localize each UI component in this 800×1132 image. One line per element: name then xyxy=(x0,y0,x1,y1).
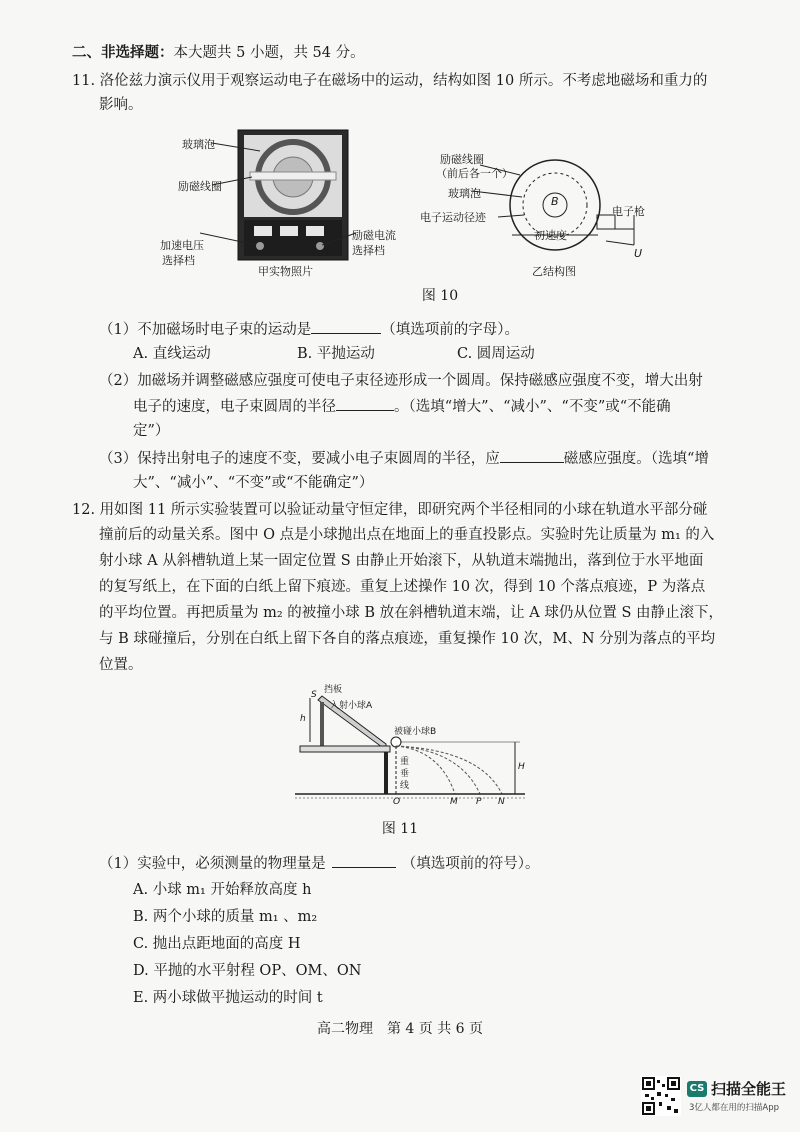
label-current-1: 励磁电流 xyxy=(352,229,396,242)
figure-11-caption: 图 11 xyxy=(381,821,419,837)
label-m: M xyxy=(450,797,458,807)
label-gun: 电子枪 xyxy=(612,205,645,218)
label-voltage-1: 加速电压 xyxy=(160,239,204,252)
section-desc: 本大题共 5 小题，共 54 分。 xyxy=(173,45,365,61)
label-plumb-1: 重 xyxy=(400,757,410,767)
label-coil2-1: 励磁线圈 xyxy=(440,153,484,166)
label-plumb-2: 垂 xyxy=(400,769,410,779)
control-panel xyxy=(244,220,342,256)
q12-line7: 位置。 xyxy=(99,657,143,673)
q12-opt-b: B. 两个小球的质量 m₁ 、m₂ xyxy=(133,909,318,925)
scanner-tagline: 3亿人都在用的扫描App xyxy=(689,1103,780,1113)
label-bulb2: 玻璃泡 xyxy=(448,187,481,200)
q12-opt-c: C. 抛出点距地面的高度 H xyxy=(133,936,301,952)
label-n: N xyxy=(498,797,505,807)
label-coil: 励磁线圈 xyxy=(178,180,222,193)
label-p: P xyxy=(476,797,482,807)
label-current-2: 选择档 xyxy=(352,244,385,257)
q12-line2: 撞前后的动量关系。图中 O 点是小球抛出点在地面上的垂直投影点。实验时先让质量为 m₁ 的入 xyxy=(99,527,715,543)
section-heading xyxy=(72,43,365,63)
label-plumb-3: 线 xyxy=(400,781,410,791)
track-support xyxy=(320,702,324,752)
q11-part2-line1: （2）加磁场并调整磁感应强度可使电子束径迹形成一个圆周。保持磁感应强度不变，增大出射 xyxy=(99,373,703,389)
label-o: O xyxy=(393,797,401,807)
figure-10-structure xyxy=(412,145,672,280)
page-footer: 高二物理 第 4 页 共 6 页 xyxy=(316,1021,484,1037)
answer-blank-q11-3[interactable] xyxy=(500,448,564,463)
figure-10-photo xyxy=(160,125,396,285)
table-top xyxy=(300,746,390,752)
label-structure: 乙结构图 xyxy=(532,265,576,278)
q12-opt-d: D. 平抛的水平射程 OP、OM、ON xyxy=(133,963,362,979)
section-title: 二、非选择题： xyxy=(72,44,174,61)
label-v0: 初速度 xyxy=(534,229,567,242)
figure-10-caption: 图 10 xyxy=(421,288,459,304)
label-voltage-2: 选择档 xyxy=(162,254,195,267)
q12-opt-e: E. 两小球做平抛运动的时间 t xyxy=(133,990,323,1006)
q12-opt-a: A. 小球 m₁ 开始释放高度 h xyxy=(133,882,312,898)
qr-code-icon xyxy=(641,1076,681,1116)
q11-part2-line3: 定”） xyxy=(133,423,170,439)
q11-part1: （1）不加磁场时电子束的运动是 （填选项前的字母）。 xyxy=(99,319,519,340)
label-big-h: H xyxy=(518,762,525,772)
q12-line3: 射小球 A 从斜槽轨道上某一固定位置 S 由静止开始滚下，从轨道末端抛出，落到位于水平地面 xyxy=(99,553,704,569)
answer-blank-q11-1[interactable] xyxy=(311,319,381,334)
q12-line6: 与 B 球碰撞后，分别在白纸上留下各自的落点痕迹，重复操作 10 次，M、N 分别为落点的平均 xyxy=(99,631,716,647)
q11-opt-b: B. 平抛运动 xyxy=(297,346,375,362)
q11-part3-line1: （3）保持出射电子的速度不变，要减小电子束圆周的半径，应 磁感应强度。（选填“增 xyxy=(99,448,709,469)
q11-stem-line1: 11. 洛伦兹力演示仪用于观察运动电子在磁场中的运动，结构如图 10 所示。不考虑地磁场和重力的 xyxy=(72,73,708,89)
q11-opt-a: A. 直线运动 xyxy=(133,346,211,362)
scanner-name: 扫描全能王 xyxy=(711,1080,787,1098)
q12-line5: 的平均位置。再把质量为 m₂ 的被撞小球 B 放在斜槽轨道末端，让 A 球仍从位置 S 由静止滚下， xyxy=(99,605,723,621)
answer-blank-q12-1[interactable] xyxy=(332,853,396,868)
q11-part3-line2: 大”、“减小”、“不变”或“不能确定”） xyxy=(133,475,374,491)
label-s: S xyxy=(311,690,317,700)
label-ball-a: 入射小球A xyxy=(330,701,373,711)
q12-part1: （1）实验中，必须测量的物理量是 （填选项前的符号）。 xyxy=(99,853,539,874)
camscanner-logo-icon: CS xyxy=(687,1081,707,1097)
q11-opt-c: C. 圆周运动 xyxy=(457,346,535,362)
q12-line1: 12. 用如图 11 所示实验装置可以验证动量守恒定律，即研究两个半径相同的小球在轨道水平部分碰 xyxy=(72,502,708,518)
label-b: B xyxy=(551,195,559,208)
figure-11 xyxy=(290,680,530,810)
coil-bar xyxy=(250,172,336,180)
answer-blank-q11-2[interactable] xyxy=(336,396,394,411)
q11-part2-line2: 电子的速度，电子束圆周的半径 。（选填“增大”、“减小”、“不变”或“不能确 xyxy=(133,396,671,417)
label-h: h xyxy=(300,714,306,724)
table-leg xyxy=(384,752,388,794)
label-path: 电子运动径迹 xyxy=(420,211,486,224)
q11-stem-line2: 影响。 xyxy=(99,97,143,113)
q12-line4: 的复写纸上，在下面的白纸上留下痕迹。重复上述操作 10 次，得到 10 个落点痕迹，P 为落点 xyxy=(99,579,706,595)
label-bulb: 玻璃泡 xyxy=(182,138,215,151)
label-baffle: 挡板 xyxy=(324,685,343,695)
label-u: U xyxy=(634,247,643,260)
label-ball-b: 被碰小球B xyxy=(394,727,437,737)
ball-b xyxy=(391,737,401,747)
label-coil2-2: （前后各一个） xyxy=(436,167,513,180)
label-photo: 甲实物照片 xyxy=(258,265,313,278)
